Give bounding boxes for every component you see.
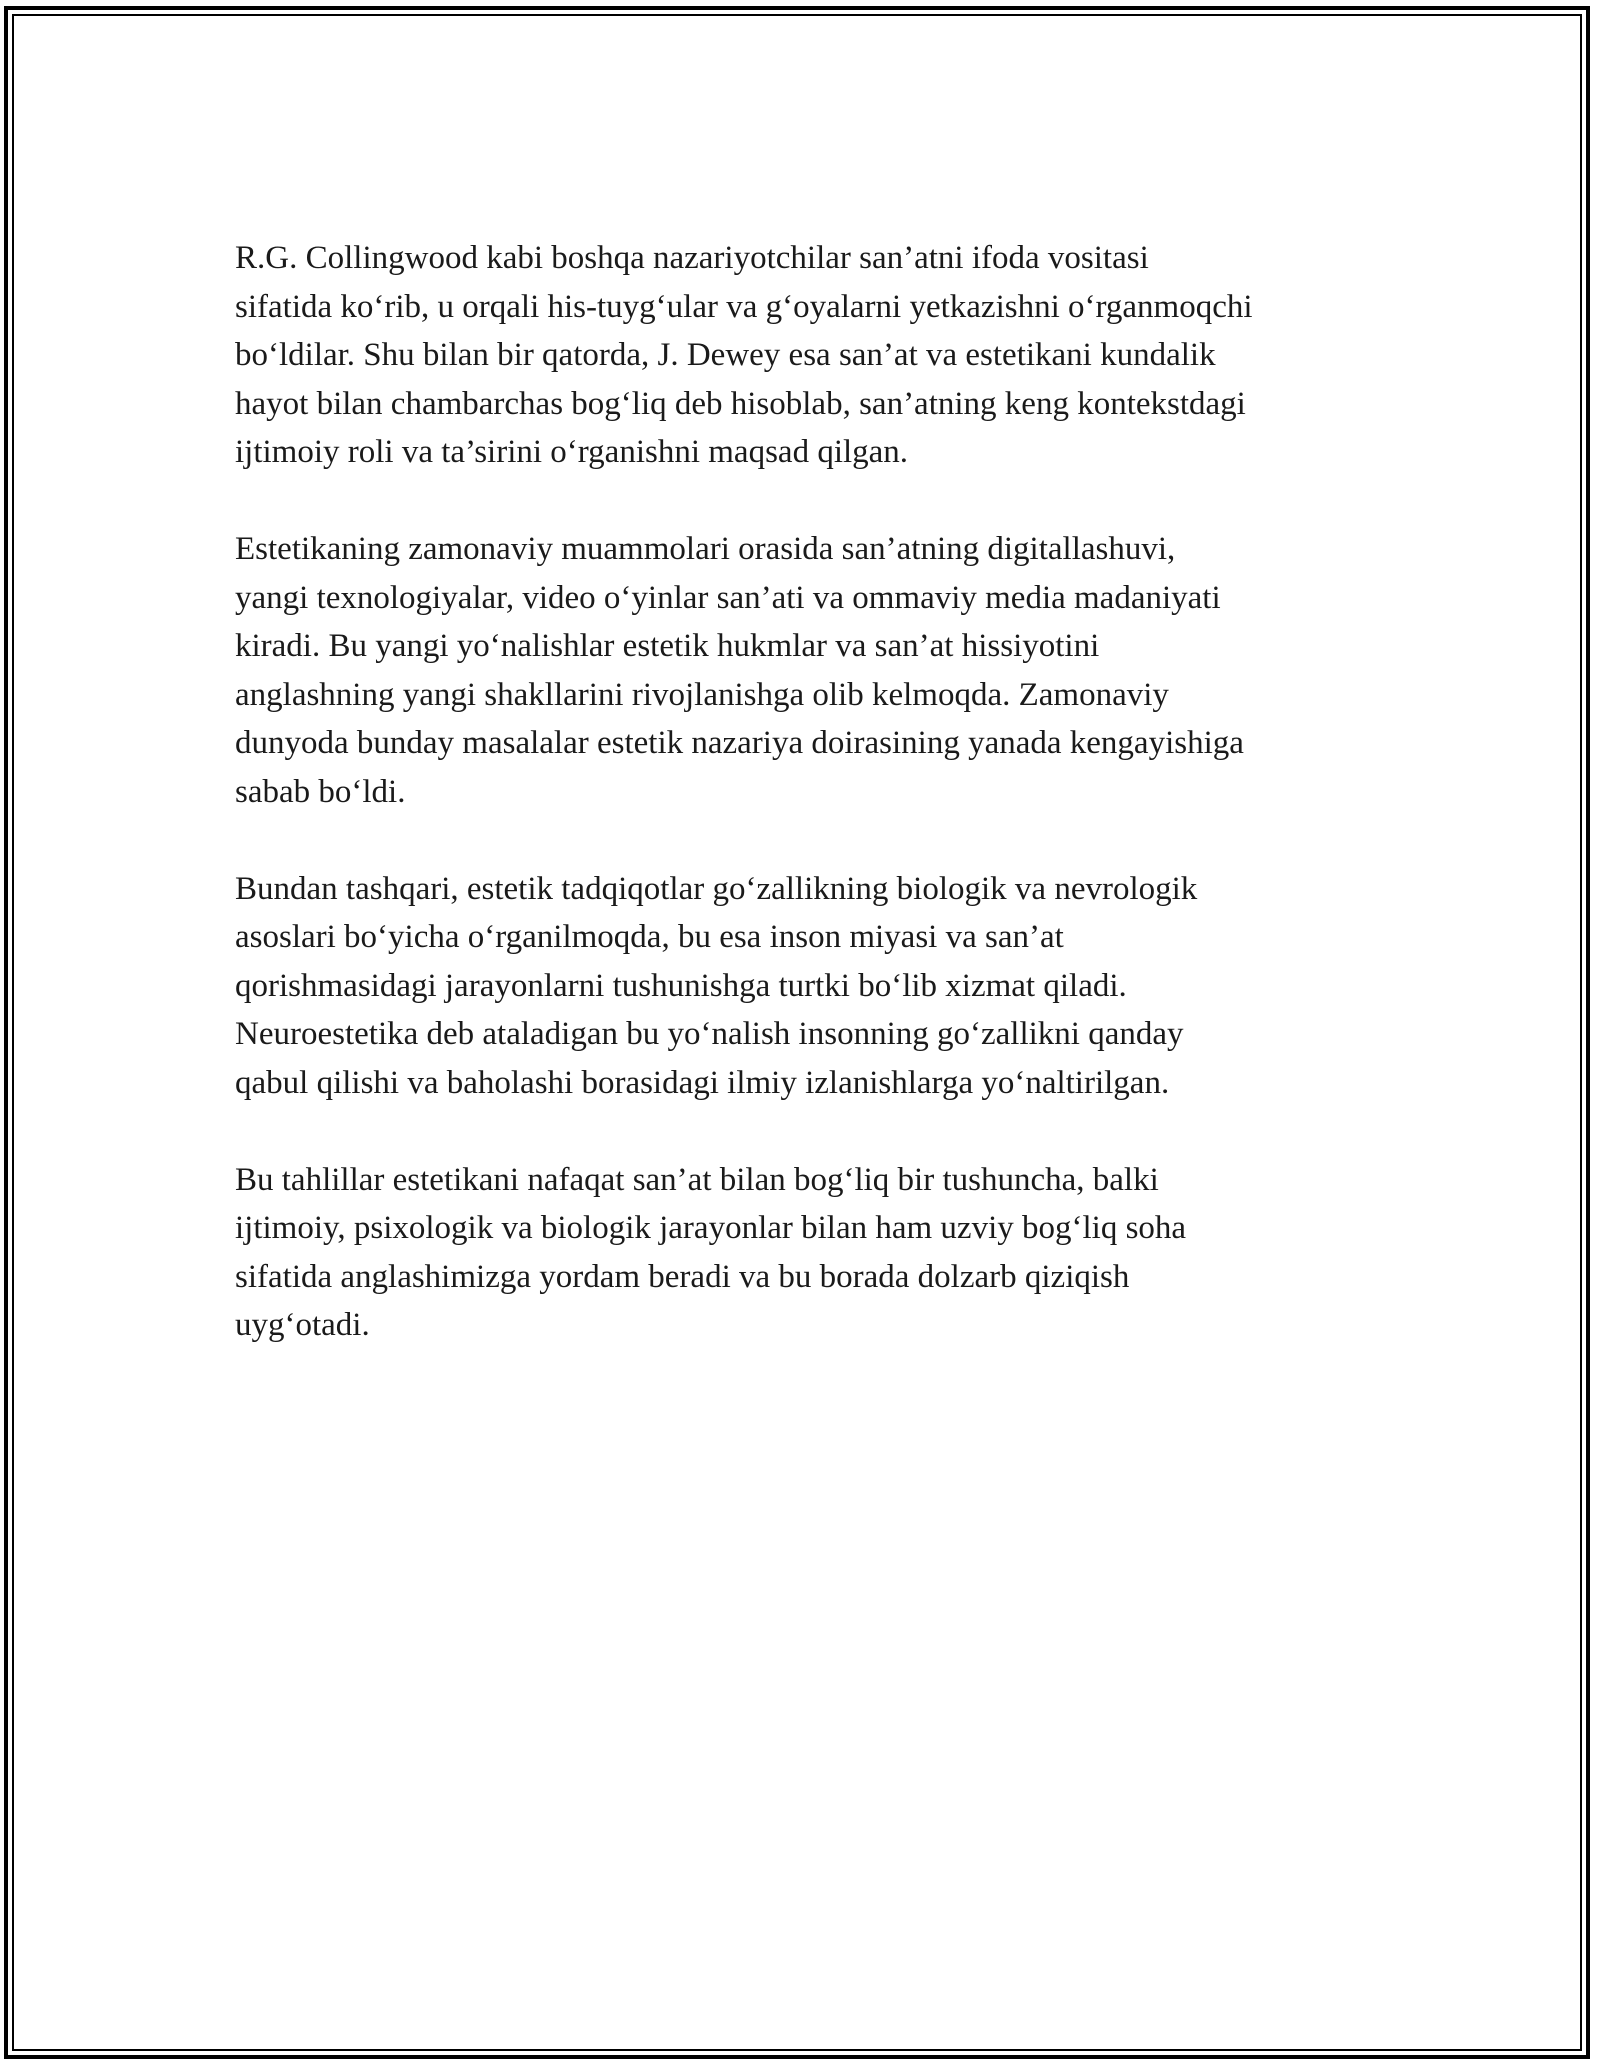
text-line: bo‘ldilar. Shu bilan bir qatorda, J. Dewey esa san’at va estetikani kundalik <box>235 337 1216 373</box>
paragraph-4 <box>235 1156 1385 1350</box>
text-line: Bundan tashqari, estetik tadqiqotlar go‘zallikning biologik va nevrologik <box>235 870 1198 907</box>
text-line: qabul qilishi va baholashi borasidagi ilmiy izlanishlarga yo‘naltirilgan. <box>235 1064 1170 1101</box>
document-body <box>235 234 1385 1398</box>
text-line: anglashning yangi shakllarini rivojlanishga olib kelmoqda. Zamonaviy <box>235 676 1169 713</box>
text-line: sifatida anglashimizga yordam beradi va bu borada dolzarb qiziqish <box>235 1258 1130 1295</box>
paragraph-1 <box>235 234 1385 477</box>
text-line: yangi texnologiyalar, video o‘yinlar san’ati va ommaviy media madaniyati <box>235 579 1221 616</box>
text-line: Neuroestetika deb ataladigan bu yo‘nalish insonning go‘zallikni qanday <box>235 1016 1184 1052</box>
text-line: kiradi. Bu yangi yo‘nalishlar estetik hukmlar va san’at hissiyotini <box>235 628 1100 664</box>
text-line: R.G. Collingwood kabi boshqa nazariyotchilar san’atni ifoda vositasi <box>235 240 1149 276</box>
text-line: sabab bo‘ldi. <box>235 773 406 810</box>
text-line: sifatida ko‘rib, u orqali his-tuyg‘ular va g‘oyalarni yetkazishni o‘rganmoqchi <box>235 288 1253 325</box>
text-line: asoslari bo‘yicha o‘rganilmoqda, bu esa inson miyasi va san’at <box>235 919 1064 955</box>
text-line: Estetikaning zamonaviy muammolari orasida san’atning digitallashuvi, <box>235 531 1176 567</box>
paragraph-3 <box>235 865 1385 1108</box>
paragraph-2 <box>235 525 1385 816</box>
text-line: ijtimoiy, psixologik va biologik jarayonlar bilan ham uzviy bog‘liq soha <box>235 1210 1187 1246</box>
text-line: qorishmasidagi jarayonlarni tushunishga turtki bo‘lib xizmat qiladi. <box>235 967 1127 1004</box>
text-line: hayot bilan chambarchas bog‘liq deb hisoblab, san’atning keng kontekstdagi <box>235 385 1246 422</box>
text-line: Bu tahlillar estetikani nafaqat san’at bilan bog‘liq bir tushuncha, balki <box>235 1161 1159 1198</box>
text-line: dunyoda bunday masalalar estetik nazariya doirasining yanada kengayishiga <box>235 725 1244 761</box>
text-line: ijtimoiy roli va ta’sirini o‘rganishni maqsad qilgan. <box>235 434 909 470</box>
text-line: uyg‘otadi. <box>235 1307 370 1343</box>
